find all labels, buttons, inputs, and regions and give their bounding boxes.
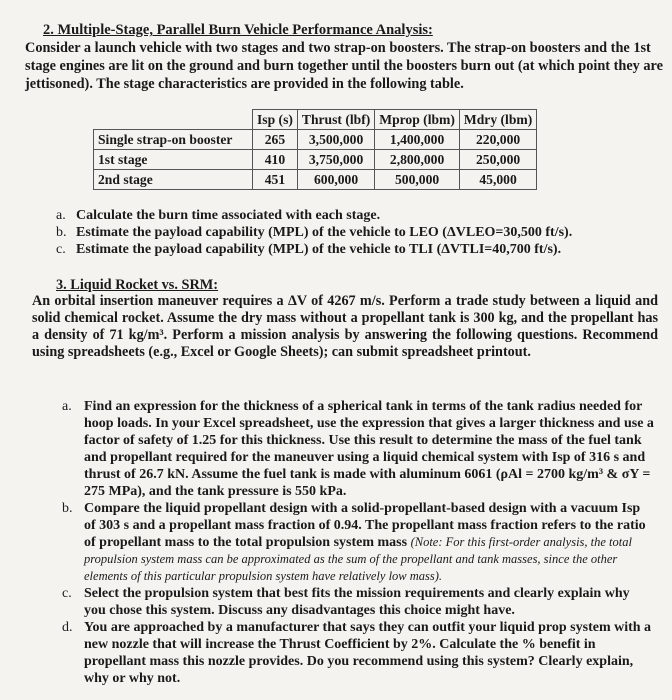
- item-marker: c.: [62, 586, 72, 601]
- cell-mdry: 250,000: [459, 150, 536, 170]
- table-row: [94, 130, 537, 150]
- row-label: 2nd stage: [94, 170, 253, 190]
- row-label: 1st stage: [94, 150, 253, 170]
- item-marker: d.: [62, 620, 73, 635]
- section-3-intro: An orbital insertion maneuver requires a ΔV of 4267 m/s. Perform a trade study between a liquid and solid chemical rocket. Assume the dry mass without a propellant tank is 300 kg, and the propellant has a density of 71 kg/m³. Perform a mission analysis by answering the following questions. Recommend using spreadsheets (e.g., Excel or Google Sheets); can submit spreadsheet printout.: [32, 293, 658, 360]
- cell-thrust: 3,750,000: [297, 150, 374, 170]
- stage-characteristics-table: [93, 109, 537, 190]
- cell-thrust: 600,000: [297, 170, 374, 190]
- cell-isp: 265: [253, 130, 298, 150]
- item-text: Find an expression for the thickness of a spherical tank in terms of the tank radius needed for hoop loads. In your Excel spreadsheet, use the expression that gives a larger thickness and use a factor of safety of 1.25 for this thickness. Use this result to determine the mass of the fuel tank and propellant required for the maneuver using a liquid chemical system with Isp of 316 s and thrust of 26.7 kN. Assume the fuel tank is made with aluminum 6061 (ρAl = 2700 kg/m³ & σY = 275 MPa), and the tank pressure is 550 kPa.: [84, 399, 654, 499]
- cell-thrust: 3,500,000: [297, 130, 374, 150]
- section-3-heading: 3. Liquid Rocket vs. SRM:: [56, 277, 219, 293]
- cell-mprop: 1,400,000: [375, 130, 460, 150]
- table-header-mdry: Mdry (lbm): [459, 110, 536, 130]
- item-marker: b.: [62, 501, 73, 516]
- list-item: [56, 224, 572, 241]
- section-3-questions: [62, 398, 654, 687]
- item-text: Compare the liquid propellant design with a solid-propellant-based design with a vacuum Isp of 303 s and a propellant mass fraction of 0.94. The propellant mass fraction refers to the ratio of propellant mass to the total propulsion system mass: [84, 501, 646, 550]
- item-text: You are approached by a manufacturer that says they can outfit your liquid prop system with a new nozzle that will increase the Thrust Coefficient by 2%. Calculate the % benefit in propellant mass this nozzle provides. Do you recommend using this system? Clearly explain, why or why not.: [84, 620, 652, 686]
- table-header-thrust: Thrust (lbf): [297, 110, 374, 130]
- list-item: [62, 398, 654, 500]
- section-2-heading: 2. Multiple-Stage, Parallel Burn Vehicle Performance Analysis:: [43, 22, 433, 38]
- cell-mdry: 45,000: [459, 170, 536, 190]
- table-header-isp: Isp (s): [253, 110, 298, 130]
- item-text: Select the propulsion system that best fits the mission requirements and clearly explain why you chose this system. Discuss any disadvantages this choice might have.: [84, 586, 630, 618]
- list-item: [56, 207, 572, 224]
- table-row: [94, 150, 537, 170]
- table-corner-cell: [94, 110, 253, 130]
- item-marker: a.: [62, 399, 72, 414]
- list-item: [62, 585, 654, 619]
- cell-isp: 451: [253, 170, 298, 190]
- list-item: [62, 619, 654, 687]
- section-2-intro: Consider a launch vehicle with two stages and two strap-on boosters. The strap-on boosters and the 1st stage engines are lit on the ground and burn together until the boosters burn out (at which point they are jettisoned). The stage characteristics are provided in the following table.: [25, 40, 663, 92]
- item-marker: b.: [56, 225, 67, 240]
- table-row: [94, 170, 537, 190]
- list-item: [62, 500, 654, 585]
- item-text: Calculate the burn time associated with each stage.: [76, 208, 381, 223]
- section-2-questions: [56, 207, 572, 258]
- item-note: (Note: For this first-order analysis, the total propulsion system mass can be approximated as the sum of the propellant and tank masses, since the other elements of this particular propulsion system have relatively low mass).: [84, 535, 632, 583]
- item-marker: a.: [56, 208, 66, 223]
- table-header-mprop: Mprop (lbm): [375, 110, 460, 130]
- cell-mprop: 2,800,000: [375, 150, 460, 170]
- item-text: Estimate the payload capability (MPL) of the vehicle to TLI (ΔVTLI=40,700 ft/s).: [76, 242, 562, 257]
- cell-isp: 410: [253, 150, 298, 170]
- cell-mdry: 220,000: [459, 130, 536, 150]
- list-item: [56, 241, 572, 258]
- item-text: Estimate the payload capability (MPL) of the vehicle to LEO (ΔVLEO=30,500 ft/s).: [76, 225, 573, 240]
- row-label: Single strap-on booster: [94, 130, 253, 150]
- item-marker: c.: [56, 242, 66, 257]
- cell-mprop: 500,000: [375, 170, 460, 190]
- table-header-row: [94, 110, 537, 130]
